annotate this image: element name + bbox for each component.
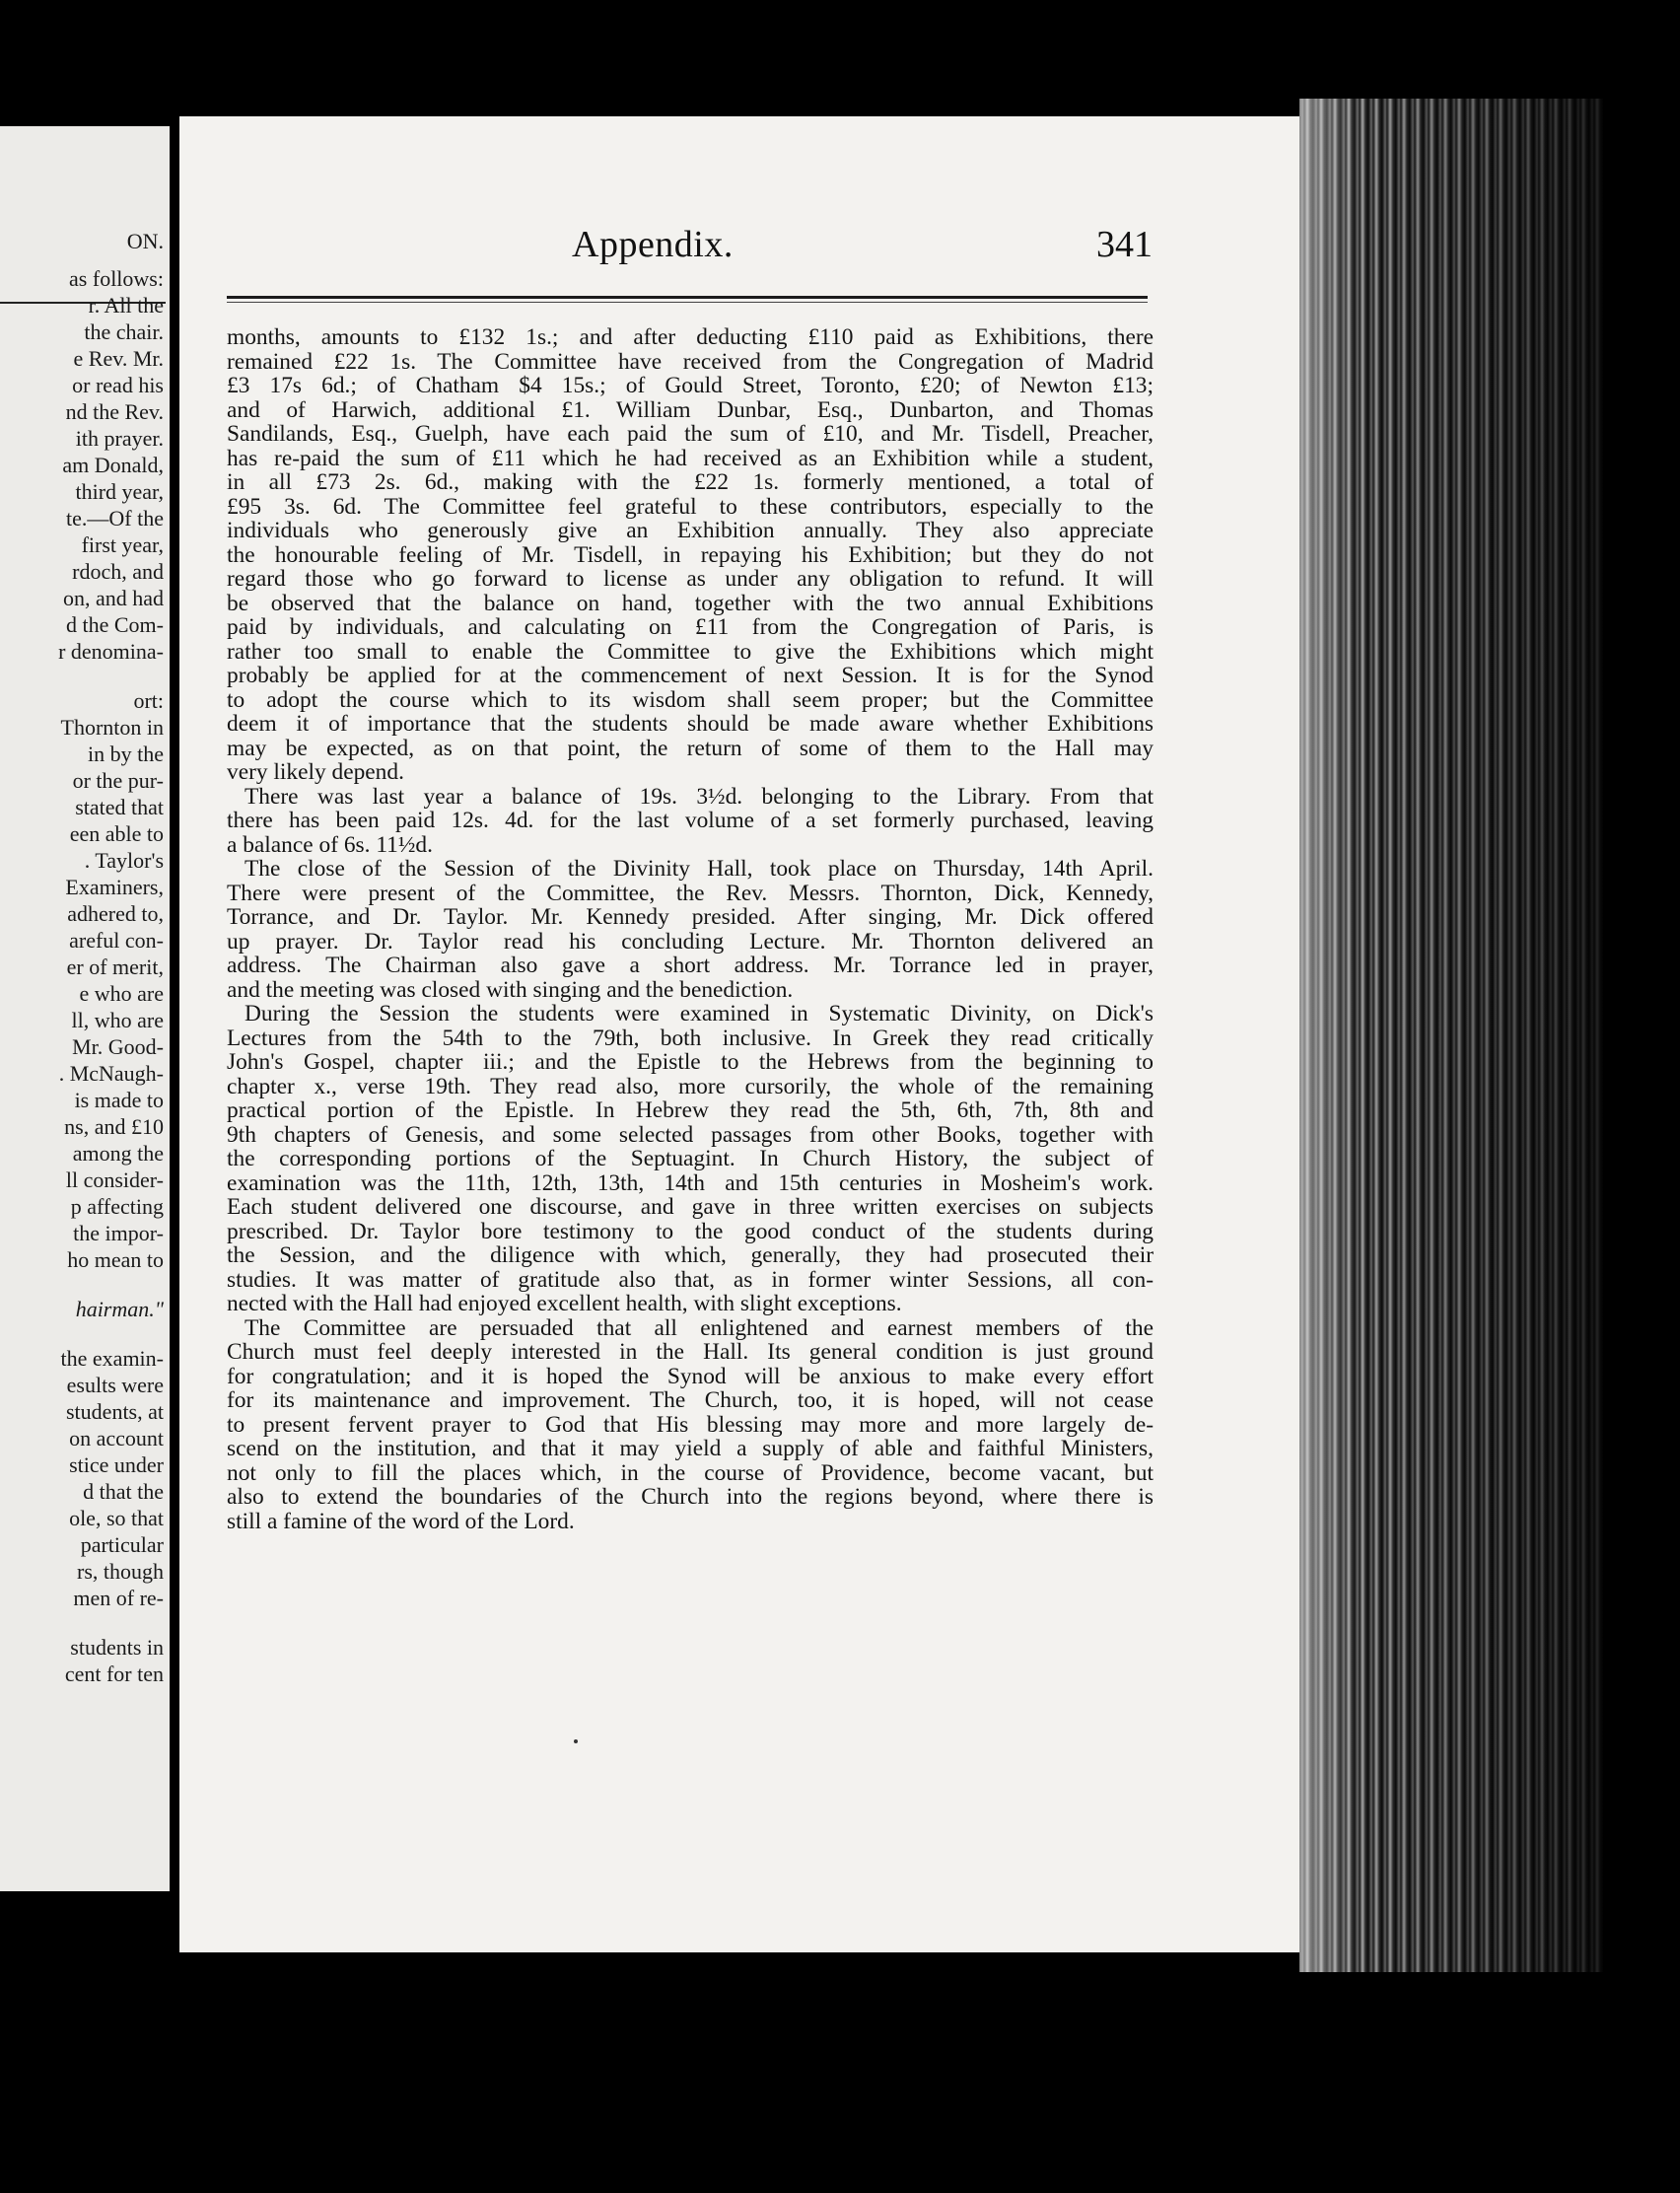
left-page-line: or read his — [72, 373, 164, 397]
text-line: 9th chapters of Genesis, and some selected passages from other Books, together with — [227, 1121, 1154, 1148]
left-page-line: among the — [72, 1141, 164, 1166]
left-page-line: stated that — [75, 795, 164, 819]
text-line: also to extend the boundaries of the Church into the regions beyond, where there is — [227, 1484, 1154, 1510]
left-page-line: r denomina- — [58, 639, 164, 664]
left-page-line: areful con- — [69, 928, 164, 953]
left-page-line: ole, so that — [69, 1506, 164, 1530]
left-page-line: first year, — [81, 532, 164, 557]
text-line: the honourable feeling of Mr. Tisdell, in repaying his Exhibition; but they do not — [227, 541, 1154, 568]
text-line: be observed that the balance on hand, together with the two annual Exhibitions — [227, 590, 1154, 616]
text-line: £3 17s 6d.; of Chatham $4 15s.; of Gould Street, Toronto, £20; of Newton £13; — [227, 373, 1154, 398]
header-rule-thin — [227, 302, 1148, 303]
header-rule — [227, 296, 1148, 299]
left-page-line: the examin- — [60, 1346, 164, 1371]
text-line: still a famine of the word of the Lord. — [227, 1508, 575, 1534]
text-line: deem it of importance that the students should be made aware whether Exhibitions — [227, 711, 1154, 737]
text-line: John's Gospel, chapter iii.; and the Epistle to the Hebrews from the beginning to — [227, 1049, 1154, 1075]
text-line: Torrance, and Dr. Taylor. Mr. Kennedy presided. After singing, Mr. Dick offered — [227, 904, 1154, 930]
left-page-line: esults were — [66, 1373, 164, 1397]
text-line: Each student delivered one discourse, and gave in three written exercises on subjects — [227, 1194, 1154, 1220]
left-page-line: ho mean to — [67, 1247, 164, 1272]
left-facing-page — [0, 126, 170, 1891]
left-page-line: or the pur- — [72, 768, 164, 793]
text-line: the Session, and the diligence with which, generally, they had prosecuted their — [227, 1242, 1154, 1268]
left-page-line: te.—Of the — [66, 506, 164, 531]
text-line: a balance of 6s. 11½d. — [227, 831, 433, 858]
left-page-line: Mr. Good- — [72, 1034, 164, 1059]
left-page-line: . Taylor's — [84, 848, 164, 873]
text-line: nected with the Hall had enjoyed excellent health, with slight exceptions. — [227, 1291, 902, 1316]
left-page-line: rdoch, and — [72, 559, 164, 584]
text-line: there has been paid 12s. 4d. for the last volume of a set formerly purchased, leaving — [227, 808, 1154, 833]
text-line: up prayer. Dr. Taylor read his concluding Lecture. Mr. Thornton delivered an — [227, 928, 1154, 955]
left-page-line: er of merit, — [66, 955, 164, 979]
left-page-line: third year, — [75, 479, 164, 504]
left-page-line: adhered to, — [67, 901, 164, 926]
left-page-line: cent for ten — [64, 1662, 164, 1686]
text-line: There was last year a balance of 19s. 3½d. belonging to the Library. From that — [245, 783, 1154, 810]
left-page-line: e who are — [79, 981, 164, 1006]
left-page-line: ns, and £10 — [64, 1114, 164, 1139]
left-page-line: as follows: — [69, 266, 164, 291]
text-line: scend on the institution, and that it may yield a supply of able and faithful Ministers, — [227, 1436, 1154, 1461]
body-text — [227, 325, 1154, 1533]
left-page-line: e Rev. Mr. — [73, 346, 164, 371]
left-page-line: ort: — [133, 688, 164, 713]
text-line: During the Session the students were examined in Systematic Divinity, on Dick's — [245, 1001, 1154, 1026]
text-line: has re-paid the sum of £11 which he had received as an Exhibition while a student, — [227, 445, 1154, 471]
left-page-line: particular — [80, 1532, 164, 1557]
text-line: to present fervent prayer to God that His blessing may more and more largely de- — [227, 1411, 1154, 1438]
text-line: for congratulation; and it is hoped the Synod will be anxious to make every effort — [227, 1363, 1154, 1389]
page-number: 341 — [1096, 224, 1153, 265]
text-line: months, amounts to £132 1s.; and after deducting £110 paid as Exhibitions, there — [227, 324, 1154, 350]
text-line: Sandilands, Esq., Guelph, have each paid the sum of £10, and Mr. Tisdell, Preacher, — [227, 421, 1154, 447]
left-page-line: d that the — [83, 1479, 164, 1504]
left-page-line: students in — [70, 1635, 164, 1660]
text-line: examination was the 11th, 12th, 13th, 14th and 15th centuries in Mosheim's work. — [227, 1169, 1154, 1196]
text-line: £95 3s. 6d. The Committee feel grateful to these contributors, especially to the — [227, 493, 1154, 520]
left-page-line: Examiners, — [65, 875, 164, 899]
left-page-line: ll consider- — [65, 1167, 164, 1192]
text-line: Church must feel deeply interested in the Hall. Its general condition is just ground — [227, 1339, 1154, 1365]
text-line: rather too small to enable the Committee to give the Exhibitions which might — [227, 638, 1154, 665]
text-line: and of Harwich, additional £1. William Dunbar, Esq., Dunbarton, and Thomas — [227, 396, 1154, 423]
left-page-line: ll, who are — [71, 1008, 164, 1032]
left-page-line: p affecting — [70, 1194, 164, 1219]
left-page-line: r. All the — [88, 293, 164, 318]
text-line: The close of the Session of the Divinity Hall, took place on Thursday, 14th April. — [245, 856, 1154, 882]
left-page-line: the chair. — [84, 319, 164, 344]
text-line: remained £22 1s. The Committee have received from the Congregation of Madrid — [227, 348, 1154, 375]
text-line: for its maintenance and improvement. The Church, too, it is hoped, will not cease — [227, 1387, 1154, 1413]
left-page-line: een able to — [69, 821, 164, 846]
text-line: in all £73 2s. 6d., making with the £22 1s. formerly mentioned, a total of — [227, 469, 1154, 495]
text-line: chapter x., verse 19th. They read also, more cursorily, the whole of the remaining — [227, 1073, 1154, 1099]
text-line: and the meeting was closed with singing and the benediction. — [227, 976, 794, 1003]
left-page-line: is made to — [74, 1088, 164, 1112]
left-page-line: students, at — [66, 1399, 164, 1424]
ink-speck — [574, 1739, 578, 1743]
left-page-line: in by the — [88, 742, 164, 766]
text-line: not only to fill the places which, in the course of Providence, become vacant, but — [227, 1459, 1154, 1486]
text-line: practical portion of the Epistle. In Hebrew they read the 5th, 6th, 7th, 8th and — [227, 1097, 1154, 1123]
text-line: studies. It was matter of gratitude also that, as in former winter Sessions, all con- — [227, 1266, 1154, 1293]
text-line: There were present of the Committee, the Rev. Messrs. Thornton, Dick, Kennedy, — [227, 880, 1154, 906]
left-page-line: the impor- — [73, 1221, 164, 1245]
left-page-line: on, and had — [62, 586, 164, 610]
text-line: prescribed. Dr. Taylor bore testimony to the good conduct of the students during — [227, 1218, 1154, 1244]
text-line: the corresponding portions of the Septuagint. In Church History, the subject of — [227, 1146, 1154, 1171]
left-page-line: Thornton in — [60, 715, 164, 740]
text-line: Lectures from the 54th to the 79th, both inclusive. In Greek they read critically — [227, 1025, 1154, 1051]
text-line: very likely depend. — [227, 759, 404, 785]
text-line: address. The Chairman also gave a short address. Mr. Torrance led in prayer, — [227, 953, 1154, 978]
left-page-line: on account — [69, 1426, 164, 1450]
left-page-line: . McNaugh- — [58, 1061, 164, 1086]
left-page-line: men of re- — [73, 1586, 164, 1610]
left-page-line: rs, though — [77, 1559, 164, 1584]
text-line: probably be applied for at the commencement of next Session. It is for the Synod — [227, 663, 1154, 688]
page-title: Appendix. — [572, 224, 734, 265]
left-page-line: ON. — [126, 229, 164, 253]
text-line: may be expected, as on that point, the return of some of them to the Hall may — [227, 735, 1154, 761]
left-page-line: stice under — [69, 1452, 164, 1477]
book-page-edges — [1299, 99, 1603, 1972]
left-page-line: d the Com- — [66, 612, 164, 637]
text-line: The Committee are persuaded that all enlightened and earnest members of the — [245, 1314, 1154, 1341]
text-line: to adopt the course which to its wisdom shall seem proper; but the Committee — [227, 686, 1154, 713]
left-page-line: am Donald, — [62, 453, 164, 477]
text-line: regard those who go forward to license as under any obligation to refund. It will — [227, 566, 1154, 592]
left-page-line: hairman." — [75, 1297, 164, 1321]
left-page-line: nd the Rev. — [65, 399, 164, 424]
text-line: paid by individuals, and calculating on £11 from the Congregation of Paris, is — [227, 614, 1154, 640]
text-line: individuals who generously give an Exhibition annually. They also appreciate — [227, 518, 1154, 543]
left-page-line: ith prayer. — [75, 426, 164, 451]
